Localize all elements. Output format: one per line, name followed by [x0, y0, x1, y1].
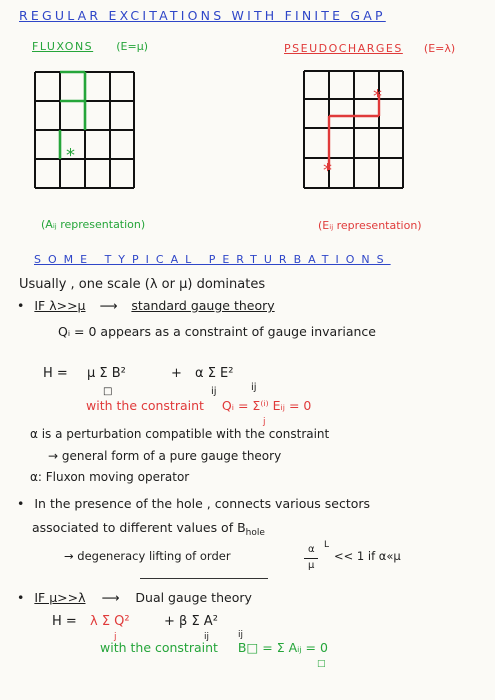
pure-gauge-line: → general form of a pure gauge theory: [48, 449, 282, 463]
hole-sub: hole: [245, 528, 265, 538]
fraction-bar: [304, 558, 318, 559]
hole-text-1: In the presence of the hole , connects various sectors: [34, 496, 371, 511]
pseudocharges-energy: (E=λ): [423, 42, 456, 55]
section-heading: SOME TYPICAL PERTURBATIONS: [34, 253, 391, 266]
arrow-right-icon: ⟶: [99, 298, 118, 313]
hamiltonian-term-e-sub2: ij: [251, 382, 257, 393]
dual-constraint-equation: B□ = Σ Aᵢⱼ = 0: [237, 640, 328, 655]
fluxons-label: FLUXONS: [32, 40, 94, 53]
arrow-right-icon: ⟶: [101, 590, 120, 605]
hole-line-3: [64, 542, 474, 576]
bullet: •: [17, 590, 25, 605]
hamiltonian-standard: [43, 360, 403, 397]
fluxon-marker: *: [66, 145, 75, 166]
hole-line-2: [32, 522, 265, 538]
condition-mu: IF μ>>λ: [34, 590, 86, 605]
standard-gauge-theory: standard gauge theory: [131, 298, 275, 313]
hamiltonian-term-b-sub: □: [103, 386, 113, 397]
bullet: •: [17, 496, 25, 511]
constraint-sub: j: [263, 417, 266, 427]
alpha-perturbation-line: α is a perturbation compatible with the constraint: [30, 427, 330, 441]
fluxon-lattice: [30, 68, 140, 196]
pseudocharge-lattice: [298, 66, 410, 198]
degeneracy-text: → degeneracy lifting of order: [64, 549, 231, 563]
hamiltonian-term-e-sub: ij: [211, 386, 217, 397]
condition-lambda: IF λ>>μ: [34, 298, 86, 313]
dual-gauge-theory: Dual gauge theory: [135, 590, 252, 605]
hole-text-2: associated to different values of B: [32, 520, 246, 535]
dual-constraint-line: [100, 642, 328, 655]
fraction-denominator: μ: [308, 560, 315, 571]
fraction-exponent: L: [324, 540, 330, 550]
hamiltonian-plus: +: [171, 366, 182, 381]
pseudocharges-header: [284, 37, 455, 56]
hamiltonian-dual-lhs: H =: [52, 614, 77, 629]
constraint-line: [86, 400, 311, 413]
divider: [140, 578, 268, 579]
bullet: •: [17, 298, 25, 313]
q-zero-line: Qᵢ = 0 appears as a constraint of gauge invariance: [58, 324, 376, 339]
constraint-label: with the constraint: [86, 398, 204, 413]
pseudocharge-marker-top: *: [373, 86, 382, 107]
hamiltonian-term-b: μ Σ B²: [87, 366, 126, 381]
fluxon-operator-line: α: Fluxon moving operator: [30, 470, 190, 484]
if-mu-line: [17, 592, 252, 605]
hamiltonian-dual-term-a: + β Σ A²: [164, 614, 218, 629]
hamiltonian-dual-term-q-sub: j: [114, 632, 117, 642]
hole-line-1: [17, 498, 370, 511]
fluxons-energy: (E=μ): [116, 40, 149, 53]
pseudocharges-label: PSEUDOCHARGES: [284, 42, 403, 55]
hamiltonian-dual: [52, 612, 312, 642]
pseudocharge-representation: (Eᵢⱼ representation): [318, 219, 422, 232]
dominance-line: Usually , one scale (λ or μ) dominates: [19, 277, 266, 292]
dual-constraint-sub: □: [317, 659, 326, 669]
hamiltonian-dual-term-a-sub2: ij: [238, 630, 244, 640]
hamiltonian-term-e: α Σ E²: [195, 366, 234, 381]
fraction-numerator: α: [308, 544, 315, 555]
hamiltonian-dual-term-q: λ Σ Q²: [90, 614, 130, 629]
dual-constraint-label: with the constraint: [100, 640, 218, 655]
if-lambda-line: [17, 300, 275, 313]
constraint-equation: Qᵢ = Σ⁽ⁱ⁾ Eᵢⱼ = 0: [221, 398, 312, 413]
fluxons-header: [32, 35, 148, 54]
degeneracy-rest: << 1 if α«μ: [334, 549, 401, 563]
fluxon-representation: (Aᵢⱼ representation): [41, 218, 146, 231]
hamiltonian-lhs: H =: [43, 366, 68, 381]
page-title: REGULAR EXCITATIONS WITH FINITE GAP: [19, 8, 386, 23]
pseudocharge-marker-bottom: *: [323, 160, 332, 181]
hamiltonian-dual-term-a-sub: ij: [204, 632, 210, 642]
